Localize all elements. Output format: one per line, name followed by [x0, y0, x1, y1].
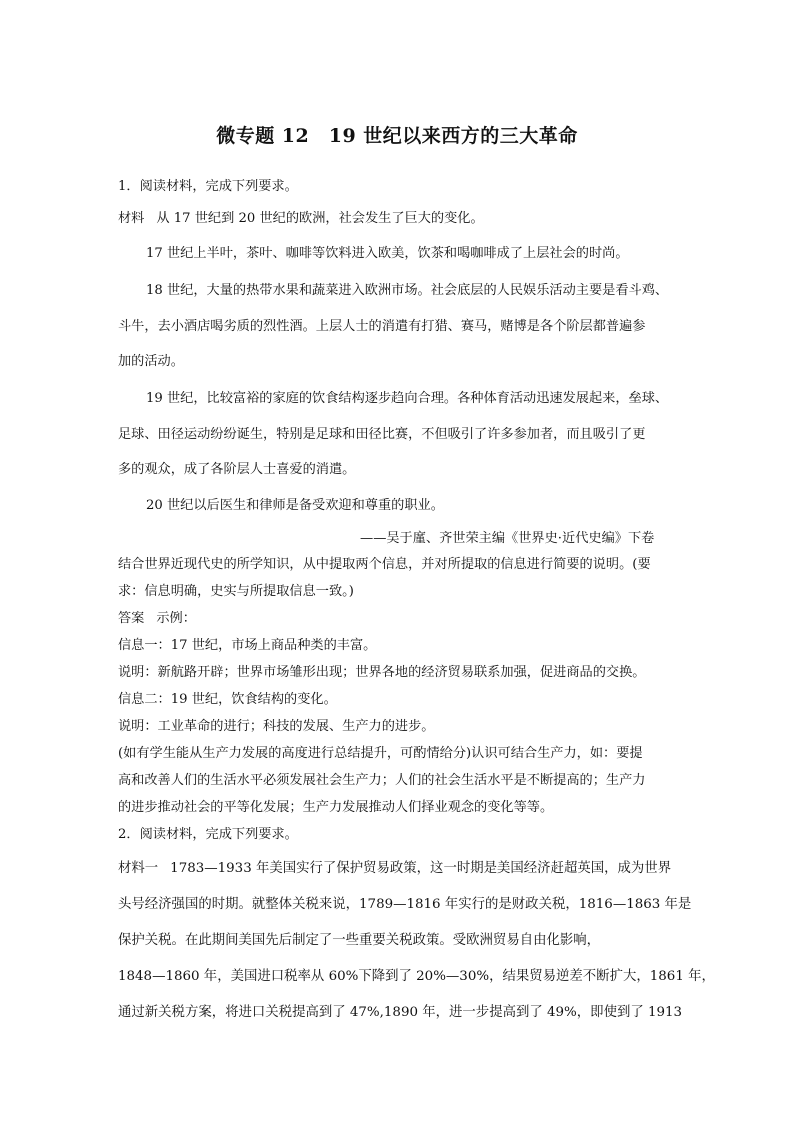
q1-material-intro — [118, 207, 484, 226]
q2-material-line-3: 保护关税。在此期间美国先后制定了一些重要关税政策。受欧洲贸易自由化影响， — [118, 933, 601, 948]
page-title: 微专题 12 19 世纪以来西方的三大革命 — [216, 125, 578, 147]
q2-stem: 2．阅读材料，完成下列要求。 — [118, 827, 298, 842]
q2-material-text-1: 1783—1933 年美国实行了保护贸易政策，这一时期是美国经济赶超英国，成为世界 — [170, 861, 672, 876]
q1-info-1: 信息一：17 世纪，市场上商品种类的丰富。 — [118, 638, 377, 653]
material-label: 材料 — [118, 211, 145, 226]
q2-material-line-2: 头号经济强国的时期。就整体关税来说，1789—1816 年实行的是财政关税，1816—1863 年是 — [118, 897, 692, 912]
q1-note-line-3: 的进步推动社会的平等化发展；生产力发展推动人们择业观念的变化等等。 — [118, 800, 554, 815]
q1-source-citation: ——吴于廑、齐世荣主编《世界史·近代史编》下卷 — [360, 531, 655, 546]
q1-note-line-2: 高和改善人们的生活水平必须发展社会生产力；人们的社会生活水平是不断提高的；生产力 — [118, 773, 646, 788]
q1-explain-1: 说明：新航路开辟；世界市场雏形出现；世界各地的经济贸易联系加强，促进商品的交换。 — [118, 665, 646, 680]
q1-paragraph-3-line-1: 19 世纪，比较富裕的家庭的饮食结构逐步趋向合理。各种体育活动迅速发展起来，垒球、 — [146, 391, 669, 406]
q1-requirement-line-2: 求：信息明确，史实与所提取信息一致。) — [118, 584, 354, 599]
answer-intro: 示例： — [156, 611, 196, 626]
q1-paragraph-3-line-3: 多的观众，成了各阶层人士喜爱的消遣。 — [118, 462, 356, 477]
material-intro-text: 从 17 世纪到 20 世纪的欧洲，社会发生了巨大的变化。 — [156, 211, 484, 226]
q1-paragraph-2-line-2: 斗牛，去小酒店喝劣质的烈性酒。上层人士的消遣有打猎、赛马，赌博是各个阶层都普遍参 — [118, 319, 646, 334]
q1-answer-heading — [118, 607, 196, 626]
q2-material-line-4: 1848—1860 年，美国进口税率从 60%下降到了 20%—30%，结果贸易逆差不断扩大，1861 年， — [118, 969, 715, 984]
q1-paragraph-1: 17 世纪上半叶，茶叶、咖啡等饮料进入欧美，饮茶和喝咖啡成了上层社会的时尚。 — [146, 246, 629, 261]
q1-requirement-line-1: 结合世界近现代史的所学知识，从中提取两个信息，并对所提取的信息进行简要的说明。(要 — [118, 557, 651, 572]
answer-label: 答案 — [118, 611, 145, 626]
q1-note-line-1: (如有学生能从生产力发展的高度进行总结提升，可酌情给分)认识可结合生产力，如：要提 — [118, 746, 643, 761]
q1-paragraph-2-line-1: 18 世纪，大量的热带水果和蔬菜进入欧洲市场。社会底层的人民娱乐活动主要是看斗鸡、 — [146, 283, 669, 298]
q1-paragraph-3-line-2: 足球、田径运动纷纷诞生，特别是足球和田径比赛，不但吸引了许多参加者，而且吸引了更 — [118, 427, 646, 442]
q1-paragraph-2-line-3: 加的活动。 — [118, 354, 184, 369]
q2-material-label: 材料一 — [118, 861, 159, 876]
q2-material-line-1 — [118, 857, 671, 876]
q1-stem: 1．阅读材料，完成下列要求。 — [118, 179, 298, 194]
q2-material-line-5: 通过新关税方案，将进口关税提高到了 47%,1890 年，进一步提高到了 49%，即使到了 1913 — [118, 1005, 683, 1020]
q1-paragraph-4: 20 世纪以后医生和律师是备受欢迎和尊重的职业。 — [146, 498, 444, 513]
q1-explain-2: 说明：工业革命的进行；科技的发展、生产力的进步。 — [118, 719, 435, 734]
q1-info-2: 信息二：19 世纪，饮食结构的变化。 — [118, 692, 337, 707]
